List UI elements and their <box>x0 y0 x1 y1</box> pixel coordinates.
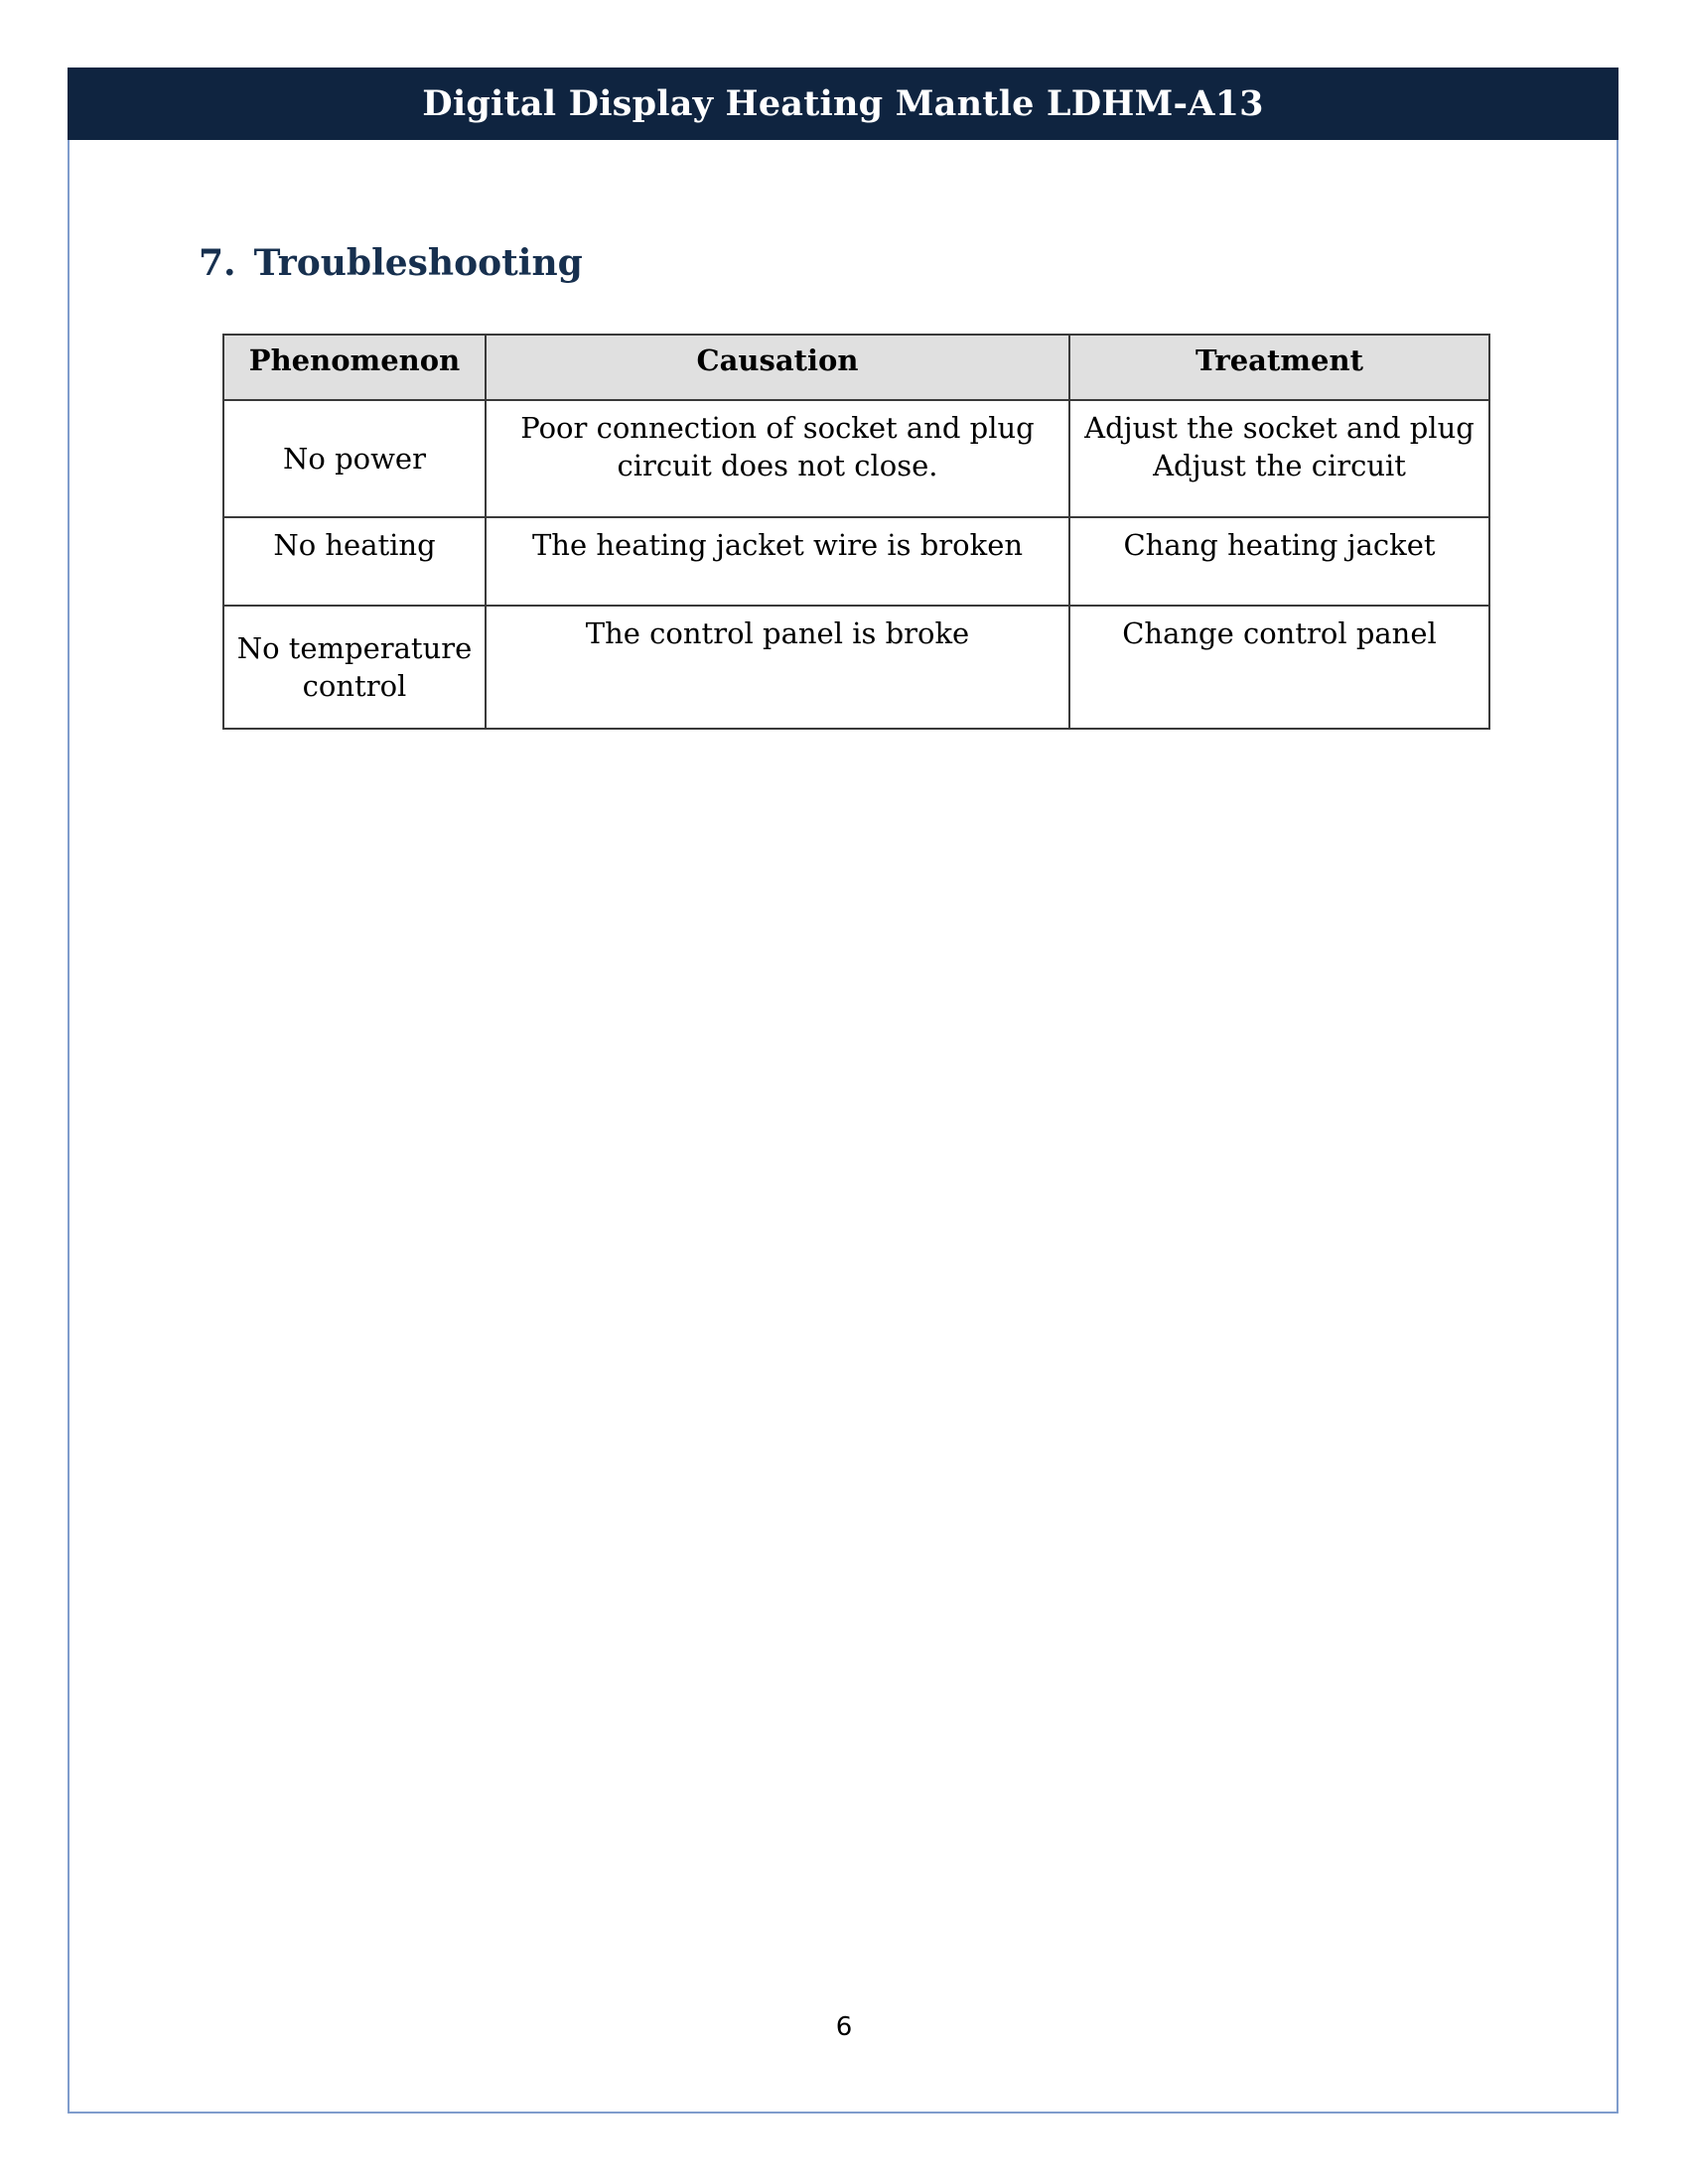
header-causation: Causation <box>486 335 1069 400</box>
phenomenon-text: No heating <box>273 528 436 562</box>
causation-text: The heating jacket wire is broken <box>531 528 1024 562</box>
table-row <box>223 400 1489 517</box>
causation-cell <box>486 400 1069 517</box>
header-treatment: Treatment <box>1069 335 1489 400</box>
treatment-text: Change control panel <box>1122 616 1437 650</box>
document-header <box>68 68 1618 140</box>
causation-text: circuit does not close. <box>617 449 938 482</box>
header-phenomenon: Phenomenon <box>223 335 486 400</box>
phenomenon-cell <box>223 517 486 606</box>
phenomenon-text: No power <box>283 442 426 476</box>
section-number: 7. <box>199 242 236 284</box>
section-heading <box>199 242 583 284</box>
treatment-cell <box>1069 517 1489 606</box>
treatment-text: Adjust the socket and plug <box>1084 411 1475 445</box>
causation-text: Poor connection of socket and plug <box>520 411 1035 445</box>
treatment-cell <box>1069 400 1489 517</box>
table-header-row <box>223 335 1489 400</box>
document-title: Digital Display Heating Mantle LDHM-A13 <box>422 83 1264 124</box>
table-row <box>223 517 1489 606</box>
causation-cell <box>486 517 1069 606</box>
phenomenon-text: control <box>302 669 407 703</box>
page-number: 6 <box>835 2012 853 2042</box>
treatment-text: Adjust the circuit <box>1153 449 1406 482</box>
phenomenon-cell <box>223 400 486 517</box>
phenomenon-cell <box>223 606 486 729</box>
causation-cell <box>486 606 1069 729</box>
section-title: Troubleshooting <box>253 242 583 284</box>
troubleshooting-table <box>222 334 1490 730</box>
treatment-cell <box>1069 606 1489 729</box>
treatment-text: Chang heating jacket <box>1123 528 1436 562</box>
table-row <box>223 606 1489 729</box>
causation-text: The control panel is broke <box>585 616 970 650</box>
phenomenon-text: No temperature <box>236 631 473 665</box>
